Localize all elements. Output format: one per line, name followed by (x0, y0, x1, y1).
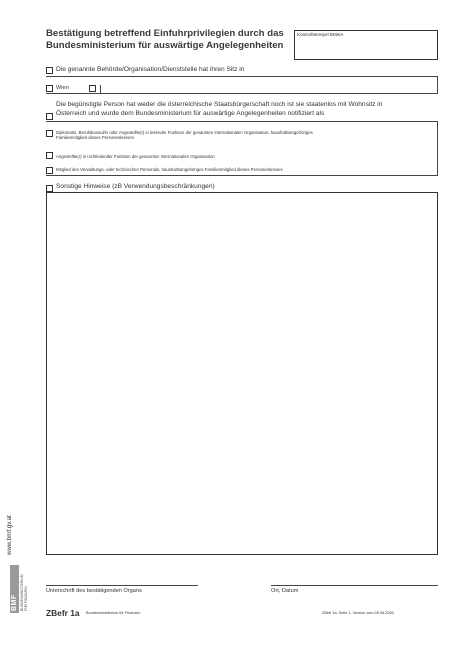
bmf-logo (10, 565, 35, 613)
side-url-text[interactable]: www.bmf.gv.at (6, 515, 13, 555)
control-stamp-label: Kontrollstempel BMeiA (297, 32, 344, 37)
seat-checkbox[interactable] (46, 67, 53, 74)
bmf-logo-subtitle-line-1: BUNDESMINISTERIUM (20, 574, 24, 611)
signature-label: Unterschrift des bestätigenden Organs (46, 588, 142, 594)
option-diplomat-line-1: Diplomatin, Berufskonsul/in oder Angestellte(r) in leitender Funktion der genannten Internationalen Organisation, haushaltsangehöriges (56, 130, 313, 135)
wien-label: Wien (56, 85, 69, 91)
control-stamp-box (294, 30, 438, 60)
bmf-logo-subtitle-line-2: FÜR FINANZEN (23, 586, 28, 611)
other-location-checkbox[interactable] (89, 85, 96, 92)
place-date-label: Ort, Datum (271, 588, 299, 594)
option-diplomat-checkbox[interactable] (46, 130, 53, 137)
person-statement-checkbox[interactable] (46, 113, 53, 120)
form-title-line-2: Bundesministerium für auswärtige Angelegenheiten (46, 39, 284, 51)
bmf-logo-subtitle (21, 574, 29, 611)
option-staff-label: Mitglied des Verwaltungs- oder technischen Personals, haushaltsangehöriges Familienmitglied dieses Personenkreises (56, 167, 283, 172)
form-code: ZBefr 1a (46, 608, 80, 618)
side-url (2, 495, 30, 555)
signature-line (46, 585, 198, 586)
option-employee-checkbox[interactable] (46, 152, 53, 159)
notes-label: Sonstige Hinweise (zB Verwendungsbeschränkungen) (56, 183, 215, 190)
person-statement-line-1: Die begünstigte Person hat weder die österreichische Staatsbürgerschaft noch ist sie staatenlos mit Wohnsitz in (56, 101, 383, 108)
wien-checkbox[interactable] (46, 85, 53, 92)
form-title (46, 28, 284, 51)
bmf-logo-bar (10, 565, 19, 613)
option-employee-label: Angestellte(r) in nichtleitender Funktion der genannten Internationalen Organisation (56, 154, 215, 159)
seat-label: Die genannte Behörde/Organisation/Dienststelle hat ihren Sitz in (56, 66, 245, 73)
notes-checkbox[interactable] (46, 185, 53, 192)
notes-textarea[interactable] (46, 192, 438, 555)
version-info: ZBefr 1a, Seite 1, Version vom 28.06.2006 (322, 611, 394, 615)
option-staff-checkbox[interactable] (46, 167, 53, 174)
place-date-line (271, 585, 438, 586)
option-diplomat-line-2: Familienmitglied dieses Personenkreises (56, 135, 134, 140)
person-statement-line-2: Österreich und wurde dem Bundesministerium für auswärtige Angelegenheiten notifiziert als (56, 110, 325, 117)
form-title-line-1: Bestätigung betreffend Einfuhrprivilegien durch das (46, 28, 284, 39)
bmf-logo-text: BMF (11, 594, 18, 611)
publisher-name: Bundesministerium für Finanzen (86, 611, 141, 615)
other-location-input[interactable] (101, 85, 438, 94)
